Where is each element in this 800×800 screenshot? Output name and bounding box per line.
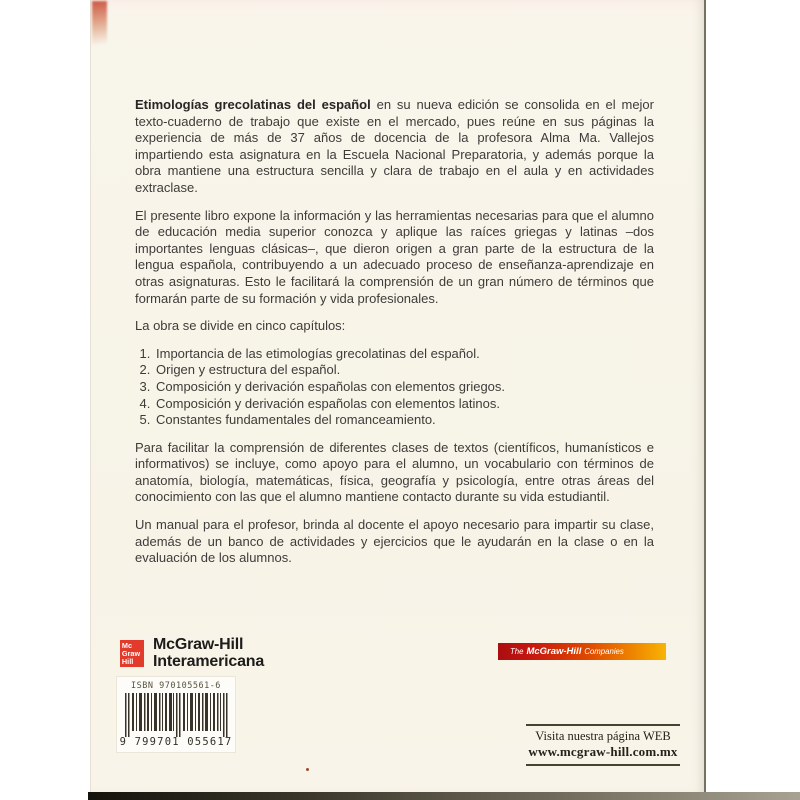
banner-the: The <box>510 647 524 656</box>
isbn-label: ISBN 970105561-6 <box>131 681 221 691</box>
paragraph-4: Un manual para el profesor, brinda al docente el apoyo necesario para impartir su clase, además de un banco de actividades y ejercicios que le ayudarán en la clase o en la evaluación de los alumnos. <box>135 517 654 566</box>
mcgraw-hill-companies-banner <box>498 643 666 660</box>
website-url: www.mcgraw-hill.com.mx <box>528 744 678 759</box>
logo-square-line: Graw <box>121 649 141 658</box>
book-bottom-edge <box>88 792 800 800</box>
ink-speck <box>306 768 309 771</box>
chapter-item: 5. Constantes fundamentales del romanceamiento. <box>154 412 654 429</box>
book-back-cover <box>90 0 706 792</box>
mcgraw-hill-logo-icon <box>120 640 144 667</box>
banner-brand: McGraw-Hill <box>526 646 582 657</box>
intro-paragraph-text: en su nueva edición se consolida en el mejor texto-cuaderno de trabajo que existe en el mercado, pues reúne en sus páginas la experiencia de más de 37 años de docencia de la profesora Alma Ma. Vallejos impartiendo esta asignatura en la Escuela Nacional Preparatoria, y además porque la obra mantiene una estructura sencilla y clara de trabajo en el aula y en actividades extraclase. <box>135 97 654 195</box>
publisher-name-line1: McGraw-Hill <box>153 636 244 653</box>
book-title: Etimologías grecolatinas del español <box>135 97 371 112</box>
paragraph-2: El presente libro expone la información y las herramientas necesarias para que el alumno de educación media superior conozca y aplique las raíces griegas y latinas –dos importantes lenguas clásicas–, que dieron origen a gran parte de la estructura de la lengua española, contribuyendo a un adecuado proceso de enseñanza-aprendizaje en otras asignaturas. Esto le facilitará la comprensión de un gran número de términos que formarán parte de su formación y vida profesionales. <box>135 207 654 306</box>
chapters-heading: La obra se divide en cinco capítulos: <box>135 318 346 334</box>
barcode <box>116 676 236 753</box>
logo-square-line: Mc <box>121 641 133 650</box>
chapter-item: 4. Composición y derivación españolas con elementos latinos. <box>154 396 654 413</box>
publisher-name-line2: Interamericana <box>153 652 265 670</box>
back-cover-text <box>135 97 654 578</box>
logo-square-line: Hill <box>121 657 134 666</box>
website-box <box>526 724 680 766</box>
chapter-item: 2. Origen y estructura del español. <box>154 362 654 379</box>
barcode-bars <box>123 693 229 737</box>
paragraph-3: Para facilitar la comprensión de diferentes clases de textos (científicos, humanísticos e informativos) se incluye, como apoyo para el alumno, un vocabulario con términos de anatomía, biología, matemáticas, física, geografía y psicología, entre otras áreas del conocimiento con las que el alumno mantiene contacto durante su vida estudiantil. <box>135 439 654 505</box>
chapter-item: 3. Composición y derivación españolas con elementos griegos. <box>154 379 654 396</box>
publisher-name <box>153 637 264 670</box>
barcode-digits: 9 799701 055617 <box>119 736 233 748</box>
red-cover-corner <box>92 1 107 48</box>
website-invite-text: Visita nuestra página WEB <box>535 729 671 743</box>
chapters-list <box>135 346 654 429</box>
banner-companies: Companies <box>584 647 624 656</box>
intro-paragraph <box>135 97 654 197</box>
chapter-item: 1. Importancia de las etimologías grecolatinas del español. <box>154 346 654 363</box>
